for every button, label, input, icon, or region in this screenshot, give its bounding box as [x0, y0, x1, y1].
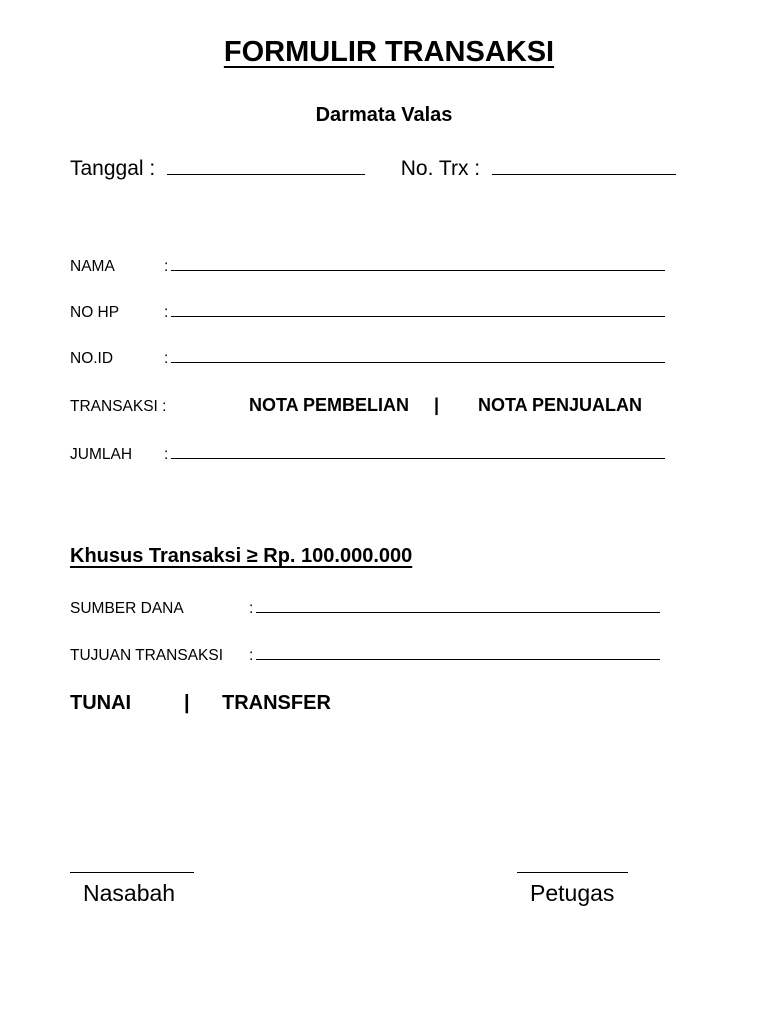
- jumlah-label: JUMLAH: [70, 446, 133, 463]
- nama-label: NAMA: [70, 258, 115, 275]
- payment-separator: |: [184, 692, 190, 714]
- tujuan-transaksi-field[interactable]: [256, 658, 660, 660]
- no-hp-field[interactable]: [171, 315, 665, 317]
- jumlah-row: [70, 446, 665, 464]
- date-field[interactable]: [167, 173, 365, 175]
- tunai-option[interactable]: TUNAI: [70, 692, 132, 714]
- nama-field[interactable]: [171, 269, 665, 271]
- tujuan-transaksi-label: TUJUAN TRANSAKSI: [70, 647, 224, 664]
- nama-row: [70, 258, 665, 276]
- nama-colon: :: [164, 258, 169, 275]
- no-id-label: NO.ID: [70, 350, 114, 367]
- jumlah-field[interactable]: [171, 457, 665, 459]
- special-transaction-heading: Khusus Transaksi ≥ Rp. 100.000.000: [70, 545, 413, 567]
- tujuan-transaksi-colon: :: [249, 647, 254, 664]
- no-hp-colon: :: [164, 304, 169, 321]
- trx-number-field[interactable]: [492, 173, 676, 175]
- company-name: Darmata Valas: [315, 104, 453, 126]
- sumber-dana-row: [70, 600, 660, 618]
- no-hp-label: NO HP: [70, 304, 120, 321]
- sumber-dana-field[interactable]: [256, 611, 660, 613]
- petugas-signature-line[interactable]: [517, 872, 628, 873]
- transaksi-separator: |: [434, 395, 440, 415]
- no-hp-row: [70, 304, 665, 322]
- nasabah-label: Nasabah: [83, 880, 176, 906]
- nota-pembelian-option[interactable]: NOTA PEMBELIAN: [249, 395, 409, 415]
- sumber-dana-label: SUMBER DANA: [70, 600, 184, 617]
- transfer-option[interactable]: TRANSFER: [222, 692, 331, 714]
- nota-penjualan-option[interactable]: NOTA PENJUALAN: [478, 395, 643, 415]
- form-title: FORMULIR TRANSAKSI: [223, 36, 555, 68]
- no-id-row: [70, 350, 665, 368]
- date-label: Tanggal :: [70, 157, 156, 180]
- no-id-field[interactable]: [171, 361, 665, 363]
- date-trx-row: [70, 157, 676, 181]
- petugas-label: Petugas: [530, 880, 615, 906]
- transaksi-label: TRANSAKSI :: [70, 398, 167, 415]
- trx-number-label: No. Trx :: [400, 157, 481, 180]
- no-id-colon: :: [164, 350, 169, 367]
- sumber-dana-colon: :: [249, 600, 254, 617]
- tujuan-transaksi-row: [70, 647, 660, 665]
- nasabah-signature-line[interactable]: [70, 872, 194, 873]
- jumlah-colon: :: [164, 446, 169, 463]
